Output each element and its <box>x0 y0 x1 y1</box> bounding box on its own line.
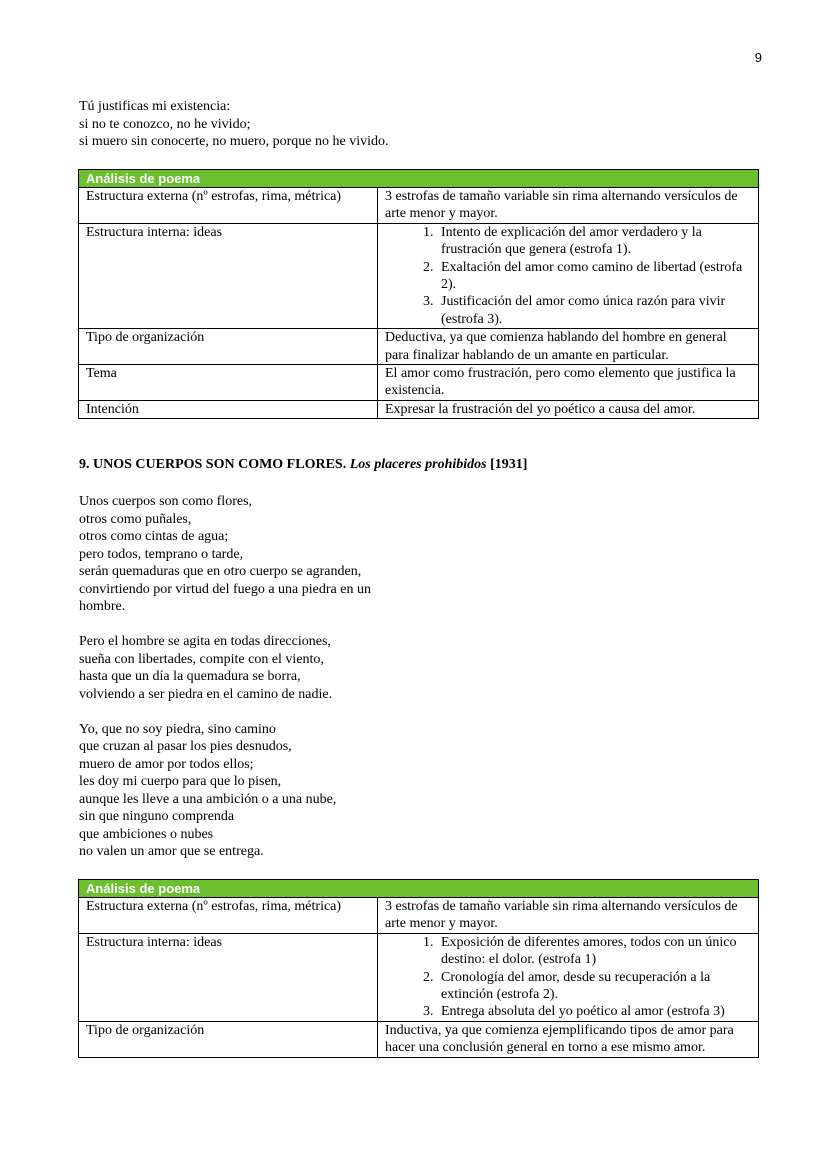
poem-title: 9. UNOS CUERPOS SON COMO FLORES. <box>79 457 347 472</box>
row-label: Estructura externa (nº estrofas, rima, métrica) <box>79 898 378 934</box>
row-label: Intención <box>79 400 378 418</box>
row-value: El amor como frustración, pero como elemento que justifica la existencia. <box>378 365 759 401</box>
page-number: 9 <box>754 50 762 65</box>
row-value: Expresar la frustración del yo poético a causa del amor. <box>378 400 759 418</box>
table-header: Análisis de poema <box>79 880 759 898</box>
table-row <box>79 223 759 328</box>
table-row <box>79 400 759 418</box>
verse-line: Yo, que no soy piedra, sino camino <box>79 721 276 737</box>
table-row <box>79 365 759 401</box>
publication-year: [1931] <box>490 457 528 472</box>
verse-line: muero de amor por todos ellos; <box>79 756 254 772</box>
verse-line: Tú justificas mi existencia: <box>79 99 231 114</box>
poem-text <box>79 493 371 861</box>
table-row <box>79 1021 759 1057</box>
row-label: Estructura externa (nº estrofas, rima, métrica) <box>79 188 378 224</box>
ideas-list <box>385 934 754 1021</box>
ideas-list <box>385 224 754 328</box>
list-item: 2. Cronología del amor, desde su recuperación a la extinción (estrofa 2). <box>437 969 754 1004</box>
verse-line: les doy mi cuerpo para que lo pisen, <box>79 774 282 789</box>
verse-line: otros como puñales, <box>79 511 192 527</box>
list-item: 1. Exposición de diferentes amores, todos con un único destino: el dolor. (estrofa 1) <box>437 934 754 969</box>
verse-line: convirtiendo por virtud del fuego a una piedra en un <box>79 581 371 597</box>
section-title <box>79 457 527 473</box>
verse-line: Pero el hombre se agita en todas direcciones, <box>79 634 331 649</box>
row-label: Tema <box>79 365 378 401</box>
verse-line: aunque les lleve a una ambición o a una nube, <box>79 791 337 807</box>
verse-line: hombre. <box>79 599 126 614</box>
intro-poem <box>79 98 388 151</box>
stanza-1 <box>79 493 371 616</box>
row-value: 3 estrofas de tamaño variable sin rima alternando versículos de arte menor y mayor. <box>378 188 759 224</box>
table-header: Análisis de poema <box>79 170 759 188</box>
verse-line: si muero sin conocerte, no muero, porque no he vivido. <box>79 134 389 149</box>
list-item: 3. Justificación del amor como única razón para vivir (estrofa 3). <box>437 293 754 328</box>
verse-line: que ambiciones o nubes <box>79 826 214 842</box>
row-label: Estructura interna: ideas <box>79 223 378 328</box>
verse-line: Unos cuerpos son como flores, <box>79 494 253 509</box>
stanza-3 <box>79 721 371 861</box>
verse-line: hasta que un día la quemadura se borra, <box>79 669 301 684</box>
row-label: Tipo de organización <box>79 329 378 365</box>
table-header-row <box>79 880 759 898</box>
verse-line: si no te conozco, no he vivido; <box>79 116 251 132</box>
list-item: 2. Exaltación del amor como camino de libertad (estrofa 2). <box>437 259 754 294</box>
row-value: Deductiva, ya que comienza hablando del hombre en general para finalizar hablando de un amante en particular. <box>378 329 759 365</box>
intro-stanza <box>79 98 388 151</box>
verse-line: serán quemaduras que en otro cuerpo se agranden, <box>79 564 362 579</box>
verse-line: que cruzan al pasar los pies desnudos, <box>79 739 292 754</box>
verse-line: otros como cintas de agua; <box>79 529 229 544</box>
row-value <box>378 933 759 1021</box>
row-value: Inductiva, ya que comienza ejemplificando tipos de amor para hacer una conclusión general en torno a ese mismo amor. <box>378 1021 759 1057</box>
analysis-table-1 <box>78 169 759 419</box>
table-row <box>79 933 759 1021</box>
table-row <box>79 898 759 934</box>
verse-line: no valen un amor que se entrega. <box>79 844 264 859</box>
table-header-row <box>79 170 759 188</box>
table-row <box>79 329 759 365</box>
verse-line: sueña con libertades, compite con el viento, <box>79 651 324 667</box>
verse-line: pero todos, temprano o tarde, <box>79 546 244 562</box>
row-label: Estructura interna: ideas <box>79 933 378 1021</box>
verse-line: sin que ninguno comprenda <box>79 809 235 824</box>
table-row <box>79 188 759 224</box>
row-label: Tipo de organización <box>79 1021 378 1057</box>
verse-line: volviendo a ser piedra en el camino de nadie. <box>79 686 333 702</box>
list-item: 3. Entrega absoluta del yo poético al amor (estrofa 3) <box>437 1003 754 1020</box>
stanza-2 <box>79 633 371 703</box>
row-value <box>378 223 759 328</box>
analysis-table-2 <box>78 879 759 1058</box>
row-value: 3 estrofas de tamaño variable sin rima alternando versículos de arte menor y mayor. <box>378 898 759 934</box>
list-item: 1. Intento de explicación del amor verdadero y la frustración que genera (estrofa 1). <box>437 224 754 259</box>
book-title: Los placeres prohibidos <box>349 457 487 472</box>
